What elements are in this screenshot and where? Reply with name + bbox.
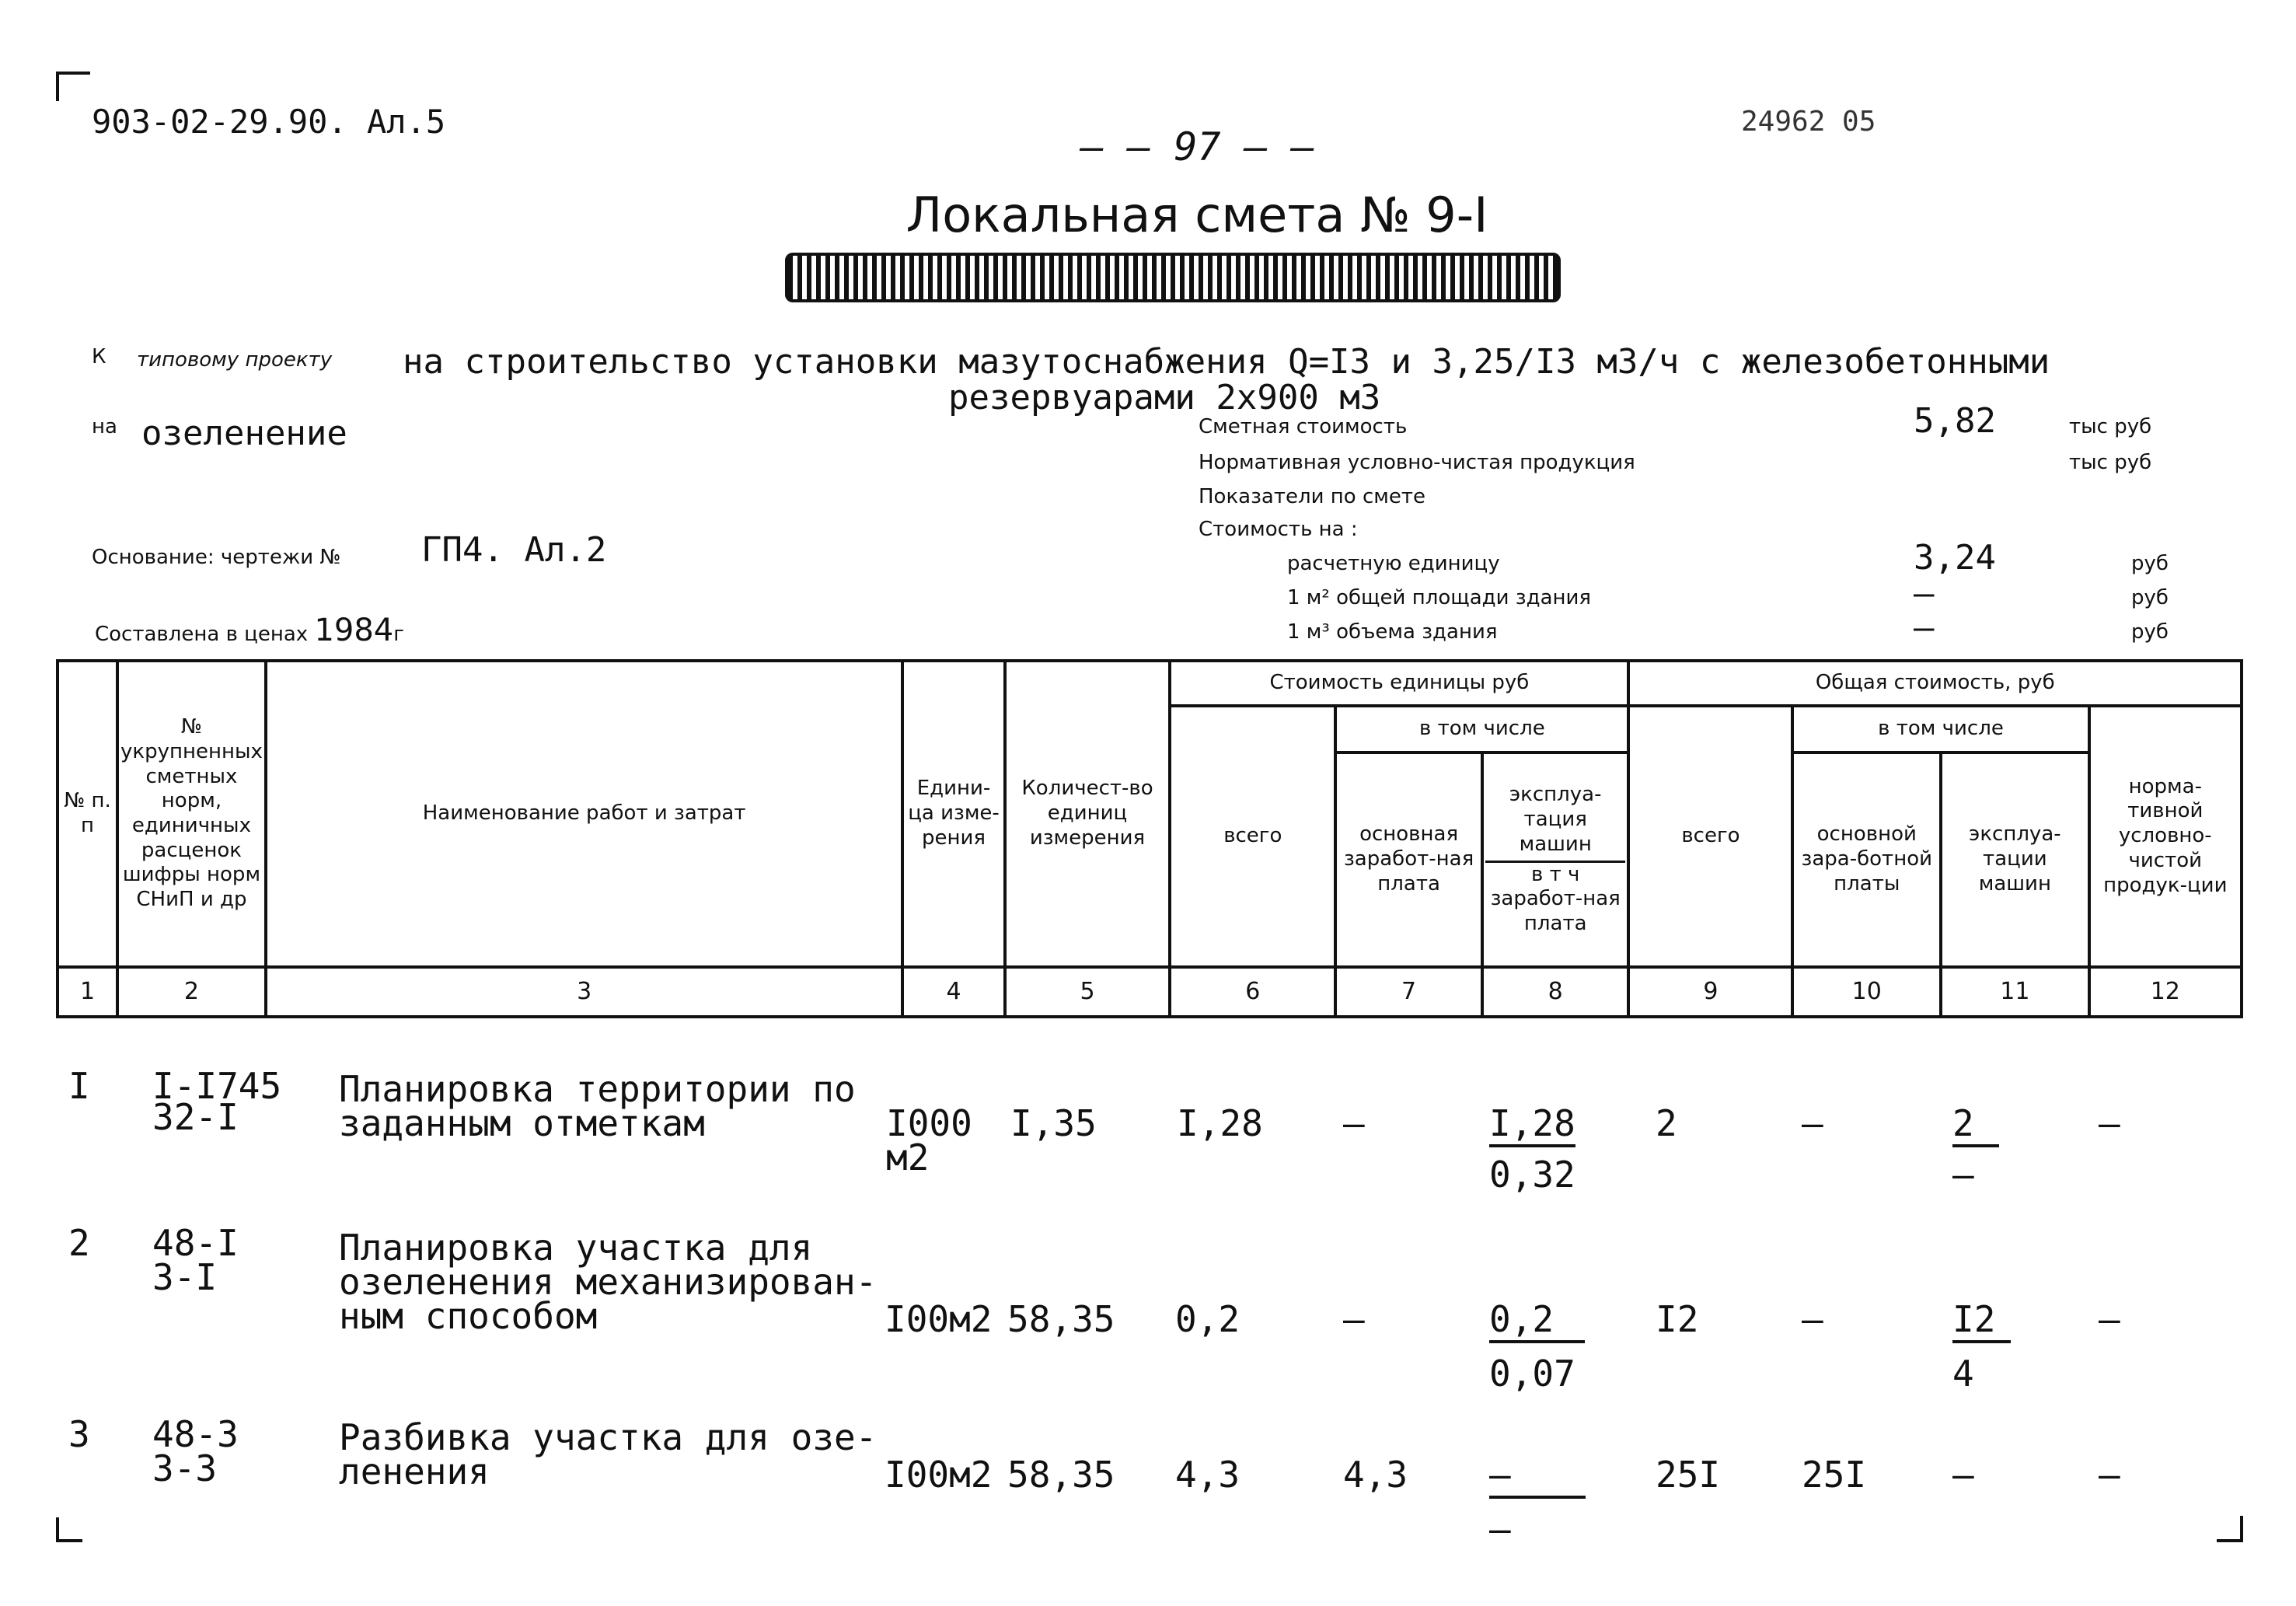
header-col-4: Едини-ца изме-рения <box>902 661 1004 967</box>
row-number: 2 <box>68 1222 90 1264</box>
row-unit-machines-value: 0,2 <box>1489 1298 1585 1343</box>
row-unit-wage: 4,3 <box>1343 1454 1408 1496</box>
page-number-value: 97 <box>1174 124 1221 169</box>
struck-out-subtitle <box>785 253 1561 302</box>
prices-year: 1984 <box>314 613 394 648</box>
header-col-8-bottom: в т ч заработ-ная плата <box>1490 862 1621 935</box>
project-prefix: К <box>92 345 106 368</box>
volume-cost-label: 1 м³ объема здания <box>1287 620 1498 644</box>
header-col-12: норма-тивной условно-чистой продук-ции <box>2089 706 2242 967</box>
basis-value: ГП4. Ал.2 <box>421 530 607 570</box>
row-normative: – <box>2099 1454 2120 1496</box>
corner-mark-top-left <box>56 72 90 101</box>
project-prefix-label: типовому проекту <box>137 348 333 372</box>
col-number: 7 <box>1335 967 1482 1017</box>
col-number: 3 <box>266 967 902 1017</box>
header-including-total: в том числе <box>1792 706 2088 752</box>
row-normative: – <box>2099 1102 2120 1144</box>
row-unit-total: 4,3 <box>1175 1454 1240 1496</box>
row-total-machines-value: 2 <box>1952 1102 1999 1147</box>
row-unit-total: 0,2 <box>1175 1298 1240 1340</box>
col-number: 4 <box>902 967 1004 1017</box>
work-name: озеленение <box>141 414 347 453</box>
row-total-machines-wage: – <box>1952 1154 1974 1196</box>
row-number: I <box>68 1065 90 1107</box>
row-quantity: 58,35 <box>1007 1298 1115 1340</box>
header-total-cost: Общая стоимость, руб <box>1628 661 2242 706</box>
row-unit: I000 <box>886 1102 972 1144</box>
normative-unit: тыс руб <box>2069 451 2152 474</box>
row-unit-machines <box>1489 1454 1586 1499</box>
basis-label: Основание: чертежи № <box>92 546 341 569</box>
header-col-5: Количест-во единиц измерения <box>1005 661 1171 967</box>
corner-mark-bottom-left <box>56 1517 82 1542</box>
estimate-table-header <box>56 659 2243 1018</box>
row-quantity: I,35 <box>1010 1102 1097 1144</box>
cost-per-label: Стоимость на : <box>1199 518 1358 541</box>
document-number: 24962 05 <box>1741 106 1876 138</box>
row-code: 48-3 <box>152 1413 239 1455</box>
row-unit-machines <box>1489 1298 1585 1343</box>
estimated-cost-unit: тыс руб <box>2069 415 2152 438</box>
unit-cost-unit: руб <box>2131 552 2169 575</box>
row-total-machines-wage: 4 <box>1952 1353 1974 1395</box>
volume-cost-unit: руб <box>2131 620 2169 644</box>
row-name-line-2: ленения <box>339 1451 490 1493</box>
header-col-2: № укрупненных сметных норм, единичных расценок шифры норм СНиП и др <box>117 661 266 967</box>
col-number: 9 <box>1628 967 1792 1017</box>
row-total-machines <box>1952 1298 2011 1343</box>
row-number: 3 <box>68 1413 90 1455</box>
row-name-line-3: ным способом <box>339 1295 598 1337</box>
row-unit-2: м2 <box>886 1136 930 1178</box>
row-total-machines: – <box>1952 1454 1974 1496</box>
header-col-3: Наименование работ и затрат <box>266 661 902 967</box>
prices-label-text: Составлена в ценах <box>95 623 309 646</box>
row-code-2: 32-I <box>152 1096 239 1138</box>
row-unit-machines-wage: – <box>1489 1508 1511 1550</box>
estimated-cost-label: Сметная стоимость <box>1199 415 1408 438</box>
header-col-8-top: эксплуа-тация машин <box>1485 783 1626 862</box>
col-number: 8 <box>1482 967 1629 1017</box>
document-code: 903-02-29.90. Ал.5 <box>92 103 446 141</box>
header-col-11: эксплуа-тации машин <box>1941 752 2088 967</box>
col-number: 11 <box>1941 967 2088 1017</box>
col-number: 2 <box>117 967 266 1017</box>
row-total-machines <box>1952 1102 1999 1147</box>
project-line-2: резервуарами 2х900 м3 <box>948 378 1381 417</box>
row-unit-machines-wage: 0,07 <box>1489 1353 1575 1395</box>
normative-label: Нормативная условно-чистая продукция <box>1199 451 1635 474</box>
prices-label <box>95 613 404 648</box>
row-unit-machines <box>1489 1102 1575 1147</box>
row-code: 48-I <box>152 1222 239 1264</box>
row-normative: – <box>2099 1298 2120 1340</box>
area-cost-value: – <box>1914 574 1935 613</box>
row-code-2: 3-I <box>152 1256 218 1298</box>
project-line-1: на строительство установки мазутоснабжения Q=I3 и 3,25/I3 м3/ч с железобетонными <box>403 342 2050 382</box>
row-total-machines-value: I2 <box>1952 1298 2011 1343</box>
area-cost-label: 1 м² общей площади здания <box>1287 586 1592 609</box>
unit-cost-value: 3,24 <box>1914 538 1996 578</box>
header-including-unit: в том числе <box>1335 706 1628 752</box>
row-total: I2 <box>1656 1298 1699 1340</box>
volume-cost-value: – <box>1914 608 1935 648</box>
header-col-7: основная заработ-ная плата <box>1335 752 1482 967</box>
header-col-8 <box>1482 752 1629 967</box>
row-unit-machines-wage: 0,32 <box>1489 1154 1575 1196</box>
area-cost-unit: руб <box>2131 586 2169 609</box>
row-code-2: 3-3 <box>152 1447 218 1489</box>
row-name-line-1: Разбивка участка для озе- <box>339 1416 878 1458</box>
row-unit-total: I,28 <box>1177 1102 1263 1144</box>
corner-mark-bottom-right <box>2217 1516 2243 1542</box>
col-number: 1 <box>58 967 117 1017</box>
row-unit-wage: – <box>1343 1102 1365 1144</box>
row-total-wage: 25I <box>1802 1454 1867 1496</box>
prices-suffix: г <box>393 623 404 646</box>
row-quantity: 58,35 <box>1007 1454 1115 1496</box>
row-name-line-2: озеленения механизирован- <box>339 1261 878 1303</box>
estimated-cost-value: 5,82 <box>1914 401 1996 441</box>
row-total: 2 <box>1656 1102 1677 1144</box>
row-unit: I00м2 <box>885 1454 993 1496</box>
indicators-label: Показатели по смете <box>1199 485 1425 508</box>
col-number: 10 <box>1792 967 1941 1017</box>
header-unit-cost: Стоимость единицы руб <box>1170 661 1628 706</box>
row-total: 25I <box>1656 1454 1721 1496</box>
row-name-line-1: Планировка территории по <box>339 1068 856 1110</box>
row-unit-machines-value: I,28 <box>1489 1102 1575 1147</box>
col-number: 12 <box>2089 967 2242 1017</box>
row-unit-machines-value: – <box>1489 1454 1586 1499</box>
row-name-line-1: Планировка участка для <box>339 1227 813 1269</box>
row-unit-wage: – <box>1343 1298 1365 1340</box>
page-title: Локальная смета № 9-I <box>905 187 1488 243</box>
header-col-1: № п. п <box>58 661 117 967</box>
col-number: 6 <box>1170 967 1335 1017</box>
row-name-line-2: заданным отметкам <box>339 1102 705 1144</box>
header-col-10: основной зара-ботной платы <box>1792 752 1941 967</box>
col-number: 5 <box>1005 967 1171 1017</box>
work-prefix: на <box>92 415 117 438</box>
row-total-wage: – <box>1802 1102 1823 1144</box>
header-col-6: всего <box>1170 706 1335 967</box>
page-number: – – 97 – – <box>1080 124 1315 169</box>
row-code: I-I745 <box>152 1065 282 1107</box>
row-total-wage: – <box>1802 1298 1823 1340</box>
row-unit: I00м2 <box>885 1298 993 1340</box>
header-col-9: всего <box>1628 706 1792 967</box>
unit-cost-label: расчетную единицу <box>1287 552 1500 575</box>
